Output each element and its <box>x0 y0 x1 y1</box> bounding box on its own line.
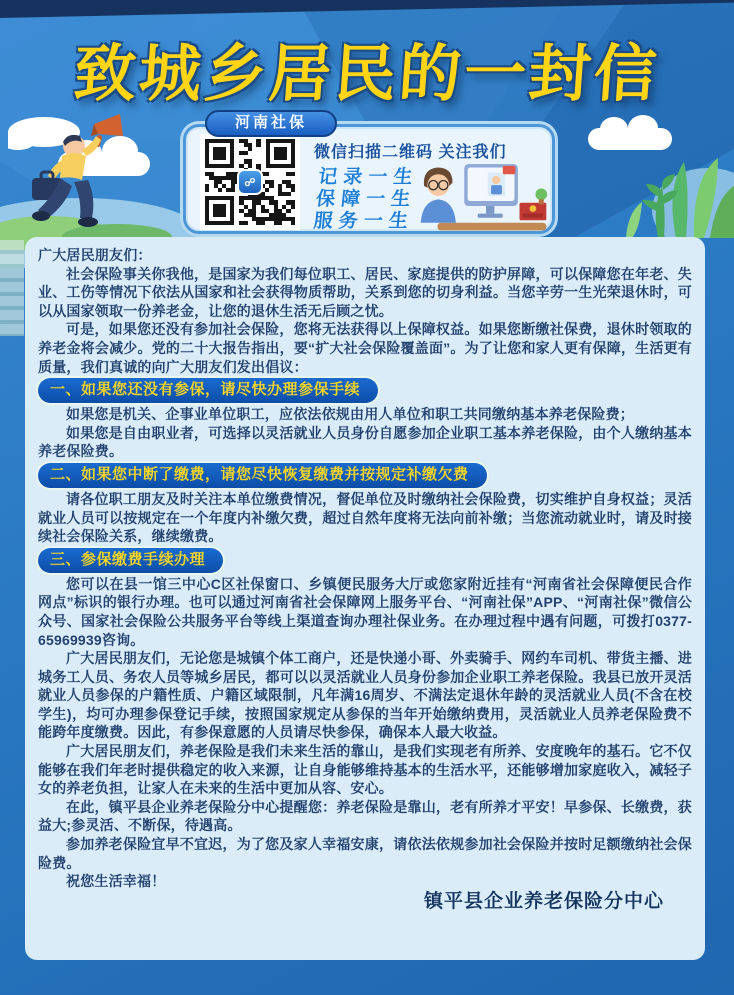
section-paragraph: 如果您是自由职业者，可选择以灵活就业人员身份自愿参加企业职工基本养老保险，由个人缴纳基本养老保险费。 <box>38 424 692 460</box>
section-paragraph: 请各位职工朋友及时关注本单位缴费情况，督促单位及时缴纳社会保险费，切实维护自身权益；灵活就业人员可以按规定在一个年度内补缴欠费，超过自然年度将无法向前补缴；当您流动就业时，请及时接续社会保险关系，继续缴费。 <box>38 490 692 545</box>
banner-panel <box>183 124 555 234</box>
section-heading-1: 一、如果您还没有参保，请尽快办理参保手续 <box>38 378 378 403</box>
section-paragraph: 您可以在县一馆三中心C区社保窗口、乡镇便民服务大厅或您家附近挂有“河南省社会保障便民合作网点”标识的银行办理。也可以通过河南省社会保障网上服务平台、“河南社保”APP、“河南社保”微信公众号、国家社会保险公共服务平台等线上渠道查询办理社保业务。在办理过程中遇有问题，可拨打0377-65969939咨询。 <box>38 575 692 648</box>
signature: 镇平县企业养老保险分中心 <box>423 890 664 912</box>
qr-code <box>200 134 300 230</box>
section-paragraph: 广大居民朋友们，养老保险是我们未来生活的靠山，是我们实现老有所养、安度晚年的基石。它不仅能够在我们年老时提供稳定的收入来源，让自身能够维持基本的生活水平，还能够增加家庭收入，减轻子女的养老负担，让家人在未来的生活中更加从容、安心。 <box>38 743 692 797</box>
shebao-app-icon <box>237 169 263 195</box>
slogan-line: 保障一生 <box>314 189 418 210</box>
qr-finder-icon <box>205 196 234 225</box>
qr-finder-icon <box>266 139 295 168</box>
section-heading-3: 三、参保缴费手续办理 <box>38 548 223 573</box>
salutation: 广大居民朋友们： <box>38 247 152 263</box>
scan-prompt-text: 微信扫描二维码 关注我们 <box>314 144 507 161</box>
slogan-block <box>313 167 420 233</box>
service-desk-illustration <box>414 159 548 233</box>
building-silhouette <box>0 240 24 336</box>
announcer-illustration <box>8 106 133 236</box>
qr-finder-icon <box>205 139 234 168</box>
closing-wish: 祝您生活幸福！ <box>66 873 166 890</box>
section-paragraph: 在此，镇平县企业养老保险分中心提醒您：养老保险是靠山，老有所养才平安！早参保、长缴费，获益大;参灵活、不断保，待遇高。 <box>38 798 692 834</box>
plants-illustration <box>606 128 734 238</box>
letter-body <box>25 237 705 960</box>
slogan-line: 记录一生 <box>317 167 420 188</box>
section-paragraph: 参加养老保险宜早不宜迟，为了您及家人幸福安康，请依法依规参加社会保险并按时足额缴纳社会保险费。 <box>38 836 692 871</box>
section-heading-2: 二、如果您中断了缴费，请您尽快恢复缴费并按规定补缴欠费 <box>38 463 487 488</box>
poster-title: 致城乡居民的一封信 <box>71 40 662 109</box>
qr-logo-glyph: ☍ <box>244 176 256 189</box>
henan-shebao-tab: 河南社保 <box>205 110 337 137</box>
intro-paragraph: 可是，如果您还没有参加社会保险，您将无法获得以上保障权益。如果您断缴社保费，退休时领取的养老金将会减少。党的二十大报告指出，要“扩大社会保险覆盖面”。为了让您和家人更有保障，生活更有质量，我们真诚的向广大朋友们发出倡议： <box>38 321 692 375</box>
intro-paragraph: 社会保险事关你我他，是国家为我们每位职工、居民、家庭提供的防护屏障，可以保障您在年老、失业、工伤等情况下依法从国家和社会获得物质帮助，关系到您的切身利益。当您辛劳一生光荣退休时，可以从国家领取一份养老金，让您的退休生活无后顾之忧。 <box>38 265 692 319</box>
slogan-line: 服务一生 <box>312 211 415 232</box>
section-paragraph: 如果您是机关、企事业单位职工，应依法依规由用人单位和职工共同缴纳基本养老保险费； <box>66 406 634 423</box>
section-paragraph: 广大居民朋友们，无论您是城镇个体工商户，还是快递小哥、外卖骑手、网约车司机、带货主播、进城务工人员、务农人员等城乡居民，都可以以灵活就业人员身份参加企业职工养老保险。我县已放开灵活就业人员参保的户籍性质、户籍区域限制，凡年满16周岁、不满法定退休年龄的灵活就业人员(不含在校学生)，均可办理参保登记手续，按照国家规定从参保的当年开始缴纳费用，灵活就业人员养老保险费不能跨年度缴费。因此，有参保意愿的人员请尽快参保，确保本人最大收益。 <box>38 650 692 741</box>
